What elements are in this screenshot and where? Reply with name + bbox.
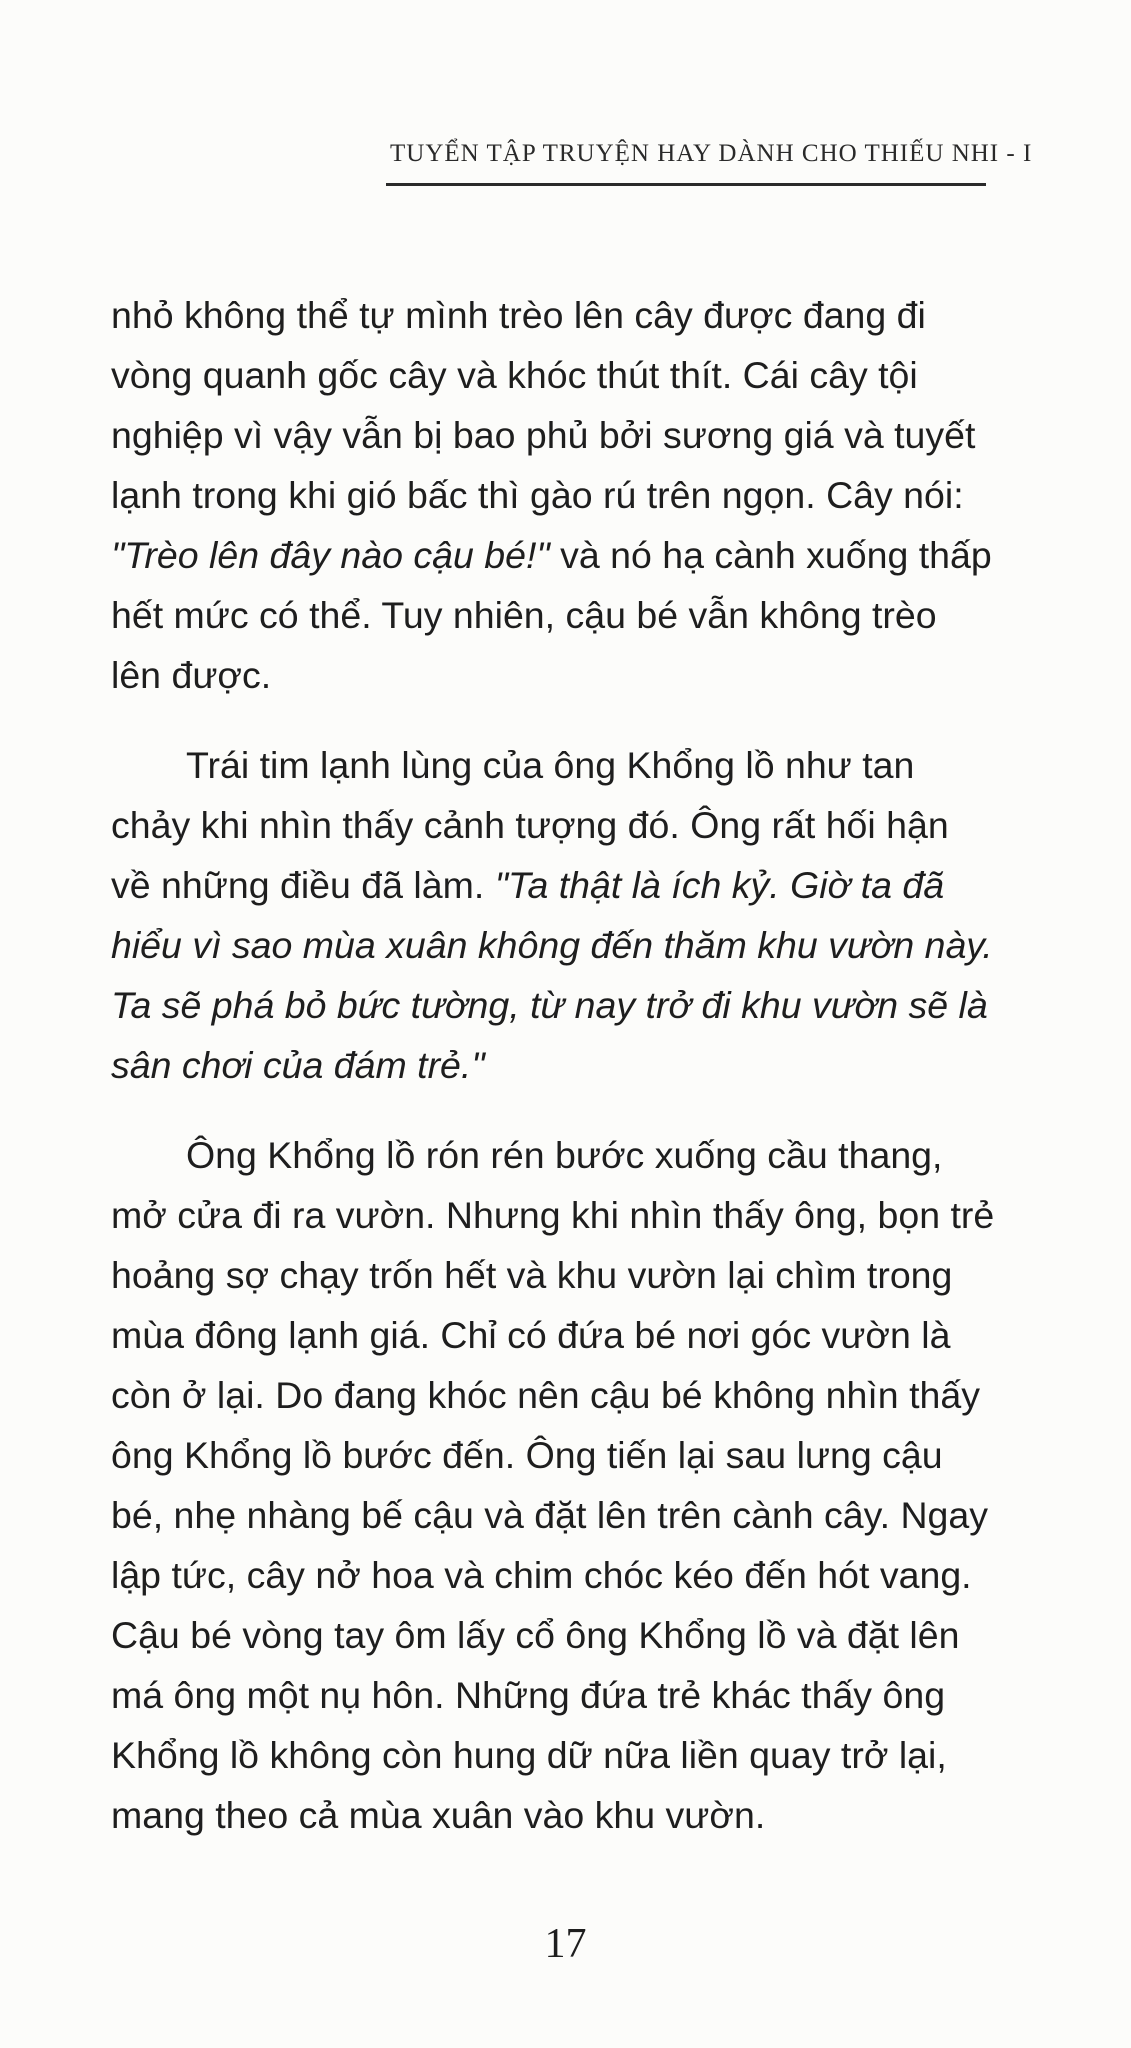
- text-line: lạnh trong khi gió bấc thì gào rú trên ngọn. Cây nói:: [111, 474, 964, 516]
- text-line: nghiệp vì vậy vẫn bị bao phủ bởi sương giá và tuyết: [111, 414, 976, 456]
- running-header-title: TUYỂN TẬP TRUYỆN HAY DÀNH CHO THIẾU NHI - I: [390, 140, 1033, 167]
- text-line: ông Khổng lồ bước đến. Ông tiến lại sau lưng cậu: [111, 1434, 943, 1476]
- text-line: hết mức có thể. Tuy nhiên, cậu bé vẫn không trèo: [111, 594, 937, 636]
- text-run: và nó hạ cành xuống thấp: [549, 534, 992, 576]
- text-line: Khổng lồ không còn hung dữ nữa liền quay trở lại,: [111, 1734, 947, 1776]
- dialogue-quote: "Ta thật là ích kỷ. Giờ ta đã: [494, 864, 945, 906]
- text-line: bé, nhẹ nhàng bế cậu và đặt lên trên cành cây. Ngay: [111, 1494, 989, 1536]
- paragraph-3: [111, 1125, 1011, 1845]
- page-number: 17: [544, 1921, 587, 1967]
- dialogue-quote: "Trèo lên đây nào cậu bé!": [111, 534, 550, 576]
- page-body: [111, 285, 1011, 1845]
- text-line: mở cửa đi ra vườn. Nhưng khi nhìn thấy ông, bọn trẻ: [111, 1194, 995, 1236]
- dialogue-line: hiểu vì sao mùa xuân không đến thăm khu vườn này.: [111, 924, 993, 966]
- text-line: nhỏ không thể tự mình trèo lên cây được đang đi: [111, 294, 926, 336]
- text-line: vòng quanh gốc cây và khóc thút thít. Cái cây tội: [111, 354, 918, 396]
- text-line: [111, 525, 1011, 585]
- text-line: Ông Khổng lồ rón rén bước xuống cầu thang,: [186, 1134, 943, 1176]
- text-line: Trái tim lạnh lùng của ông Khổng lồ như tan: [186, 744, 915, 786]
- dialogue-line: sân chơi của đám trẻ.": [111, 1044, 485, 1086]
- text-line: hoảng sợ chạy trốn hết và khu vườn lại chìm trong: [111, 1254, 953, 1296]
- paragraph-1: [111, 285, 1011, 705]
- text-line: chảy khi nhìn thấy cảnh tượng đó. Ông rất hối hận: [111, 804, 949, 846]
- text-line: lập tức, cây nở hoa và chim chóc kéo đến hót vang.: [111, 1554, 972, 1596]
- text-line: [111, 855, 1011, 915]
- text-run: về những điều đã làm.: [111, 864, 495, 906]
- text-line: lên được.: [111, 654, 272, 696]
- text-line: Cậu bé vòng tay ôm lấy cổ ông Khổng lồ và đặt lên: [111, 1614, 960, 1656]
- header-rule: [386, 183, 986, 186]
- text-line: mùa đông lạnh giá. Chỉ có đứa bé nơi góc vườn là: [111, 1314, 951, 1356]
- dialogue-line: Ta sẽ phá bỏ bức tường, từ nay trở đi khu vườn sẽ là: [111, 984, 988, 1026]
- text-line: còn ở lại. Do đang khóc nên cậu bé không nhìn thấy: [111, 1374, 980, 1416]
- text-line: má ông một nụ hôn. Những đứa trẻ khác thấy ông: [111, 1674, 946, 1716]
- paragraph-2: [111, 735, 1011, 1095]
- text-line: mang theo cả mùa xuân vào khu vườn.: [111, 1794, 766, 1836]
